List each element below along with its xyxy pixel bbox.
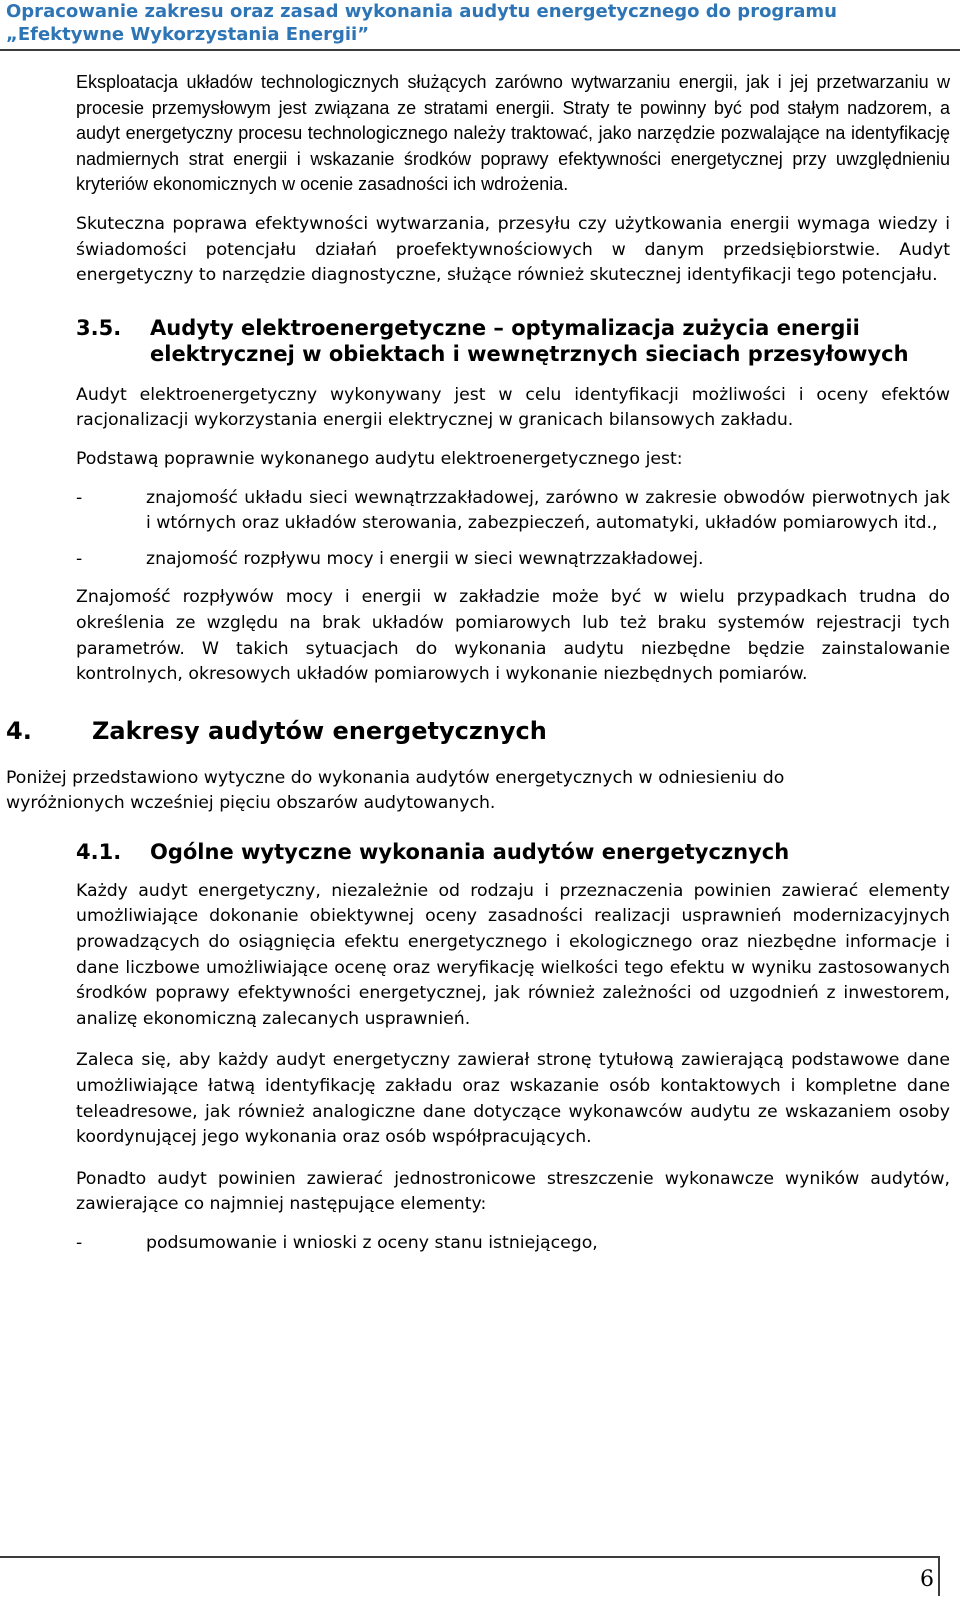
footer-divider — [0, 1556, 940, 1558]
paragraph-guidelines-intro: Poniżej przedstawiono wytyczne do wykonania audytów energetycznych w odniesieniu do wyróżnionych wcześniej pięciu obszarów audytowanych. — [6, 767, 785, 814]
list-dash: - — [76, 1233, 83, 1253]
section-title-4-1: Ogólne wytyczne wykonania audytów energetycznych — [150, 839, 790, 864]
section-number-3-5: 3.5. — [76, 315, 122, 340]
section-number-4-1: 4.1. — [76, 839, 122, 864]
section-heading-4-1 — [76, 839, 960, 865]
paragraph-audit-basis: Podstawą poprawnie wykonanego audytu elektroenergetycznego jest: — [76, 448, 683, 469]
paragraph-executive-summary: Ponadto audyt powinien zawierać jednostronicowe streszczenie wykonawcze wyników audytów, zawierające co najmniej następujące elementy: — [76, 1168, 950, 1215]
header-title-line-2: „Efektywne Wykorzystania Energii” — [6, 24, 370, 45]
paragraph-title-page: Zaleca się, aby każdy audyt energetyczny zawierał stronę tytułową zawierającą podstawowe dane umożliwiające łatwą identyfikację zakładu oraz wskazanie osób kontaktowych i kompletne dane teleadresowe, jak również analogiczne dane dotyczące wykonawców audytu ze wskazaniem osoby koordynującej jego wykonania oraz osób współpracujących. — [76, 1050, 950, 1148]
document-header — [0, 0, 960, 46]
section-title-3-5: Audyty elektroenergetyczne – optymalizacja zużycia energii elektrycznej w obiektach i wewnętrznych sieciach przesyłowych — [150, 315, 909, 366]
section-number-4: 4. — [6, 716, 32, 745]
audit-basis-list — [76, 486, 950, 573]
document-body — [0, 70, 960, 1267]
section-heading-3-5 — [76, 315, 950, 367]
section-heading-4 — [6, 716, 960, 746]
paragraph-electro-audit-purpose: Audyt elektroenergetyczny wykonywany jest w celu identyfikacji możliwości i oceny efektów racjonalizacji wykorzystania energii elektrycznej w granicach bilansowych zakładu. — [76, 384, 950, 431]
paragraph-audit-elements: Każdy audyt energetyczny, niezależnie od rodzaju i przeznaczenia powinien zawierać elementy umożliwiające dokonanie obiektywnej oceny zasadności realizacji usprawnień modernizacyjnych prowadzących do osiągnięcia efektu energetycznego i ekologicznego oraz niezbędne informacje i dane liczbowe umożliwiające ocenę oraz weryfikację wielkości tego efektu w wyniku zastosowanych środków poprawy efektywności energetycznej, jak również zależności od uzgodnień z inwestorem, analizę ekonomiczną zalecanych usprawnień. — [76, 880, 950, 1029]
paragraph-efficiency-improvement: Skuteczna poprawa efektywności wytwarzania, przesyłu czy użytkowania energii wymaga wiedzy i świadomości potencjału działań proefektywnościowych w danym przedsiębiorstwie. Audyt energetyczny to narzędzie diagnostyczne, służące również skutecznej identyfikacji tego potencjału. — [76, 213, 950, 286]
page-number: 6 — [920, 1567, 934, 1592]
summary-elements-list — [76, 1231, 950, 1257]
section-title-4: Zakresy audytów energetycznych — [92, 716, 547, 745]
list-item-text: podsumowanie i wnioski z oceny stanu istniejącego, — [146, 1233, 598, 1253]
list-dash: - — [76, 487, 83, 508]
list-item — [76, 1231, 950, 1257]
paragraph-energy-losses: Eksploatacja układów technologicznych służących zarówno wytwarzaniu energii, jak i jej przetwarzaniu w procesie przemysłowym jest związana ze stratami energii. Straty te powinny być pod stałym nadzorem, a audyt energetyczny procesu technologicznego należy traktować, jako narzędzie pozwalające na identyfikację nadmiernych strat energii i wskazanie środków poprawy efektywności energetycznej przy uwzględnieniu kryteriów ekonomicznych w ocenie zasadności ich wdrożenia. — [76, 72, 950, 195]
footer-divider-vertical — [938, 1556, 940, 1596]
list-item-text: znajomość układu sieci wewnątrzzakładowej, zarówno w zakresie obwodów pierwotnych jak i wtórnych oraz układów sterowania, zabezpieczeń, automatyki, układów pomiarowych itd., — [146, 487, 950, 534]
header-divider — [0, 49, 960, 51]
list-dash: - — [76, 548, 83, 569]
header-title-line-1: Opracowanie zakresu oraz zasad wykonania audytu energetycznego do programu — [6, 1, 837, 22]
list-item — [76, 547, 950, 573]
list-item-text: znajomość rozpływu mocy i energii w sieci wewnątrzzakładowej. — [146, 548, 704, 569]
list-item — [76, 486, 950, 537]
paragraph-power-flow: Znajomość rozpływów mocy i energii w zakładzie może być w wielu przypadkach trudna do określenia ze względu na brak układów pomiarowych lub też braku systemów rejestracji tych parametrów. W takich sytuacjach do wykonania audytu niezbędne będzie zainstalowanie kontrolnych, okresowych układów pomiarowych i wykonanie niezbędnych pomiarów. — [76, 587, 950, 685]
